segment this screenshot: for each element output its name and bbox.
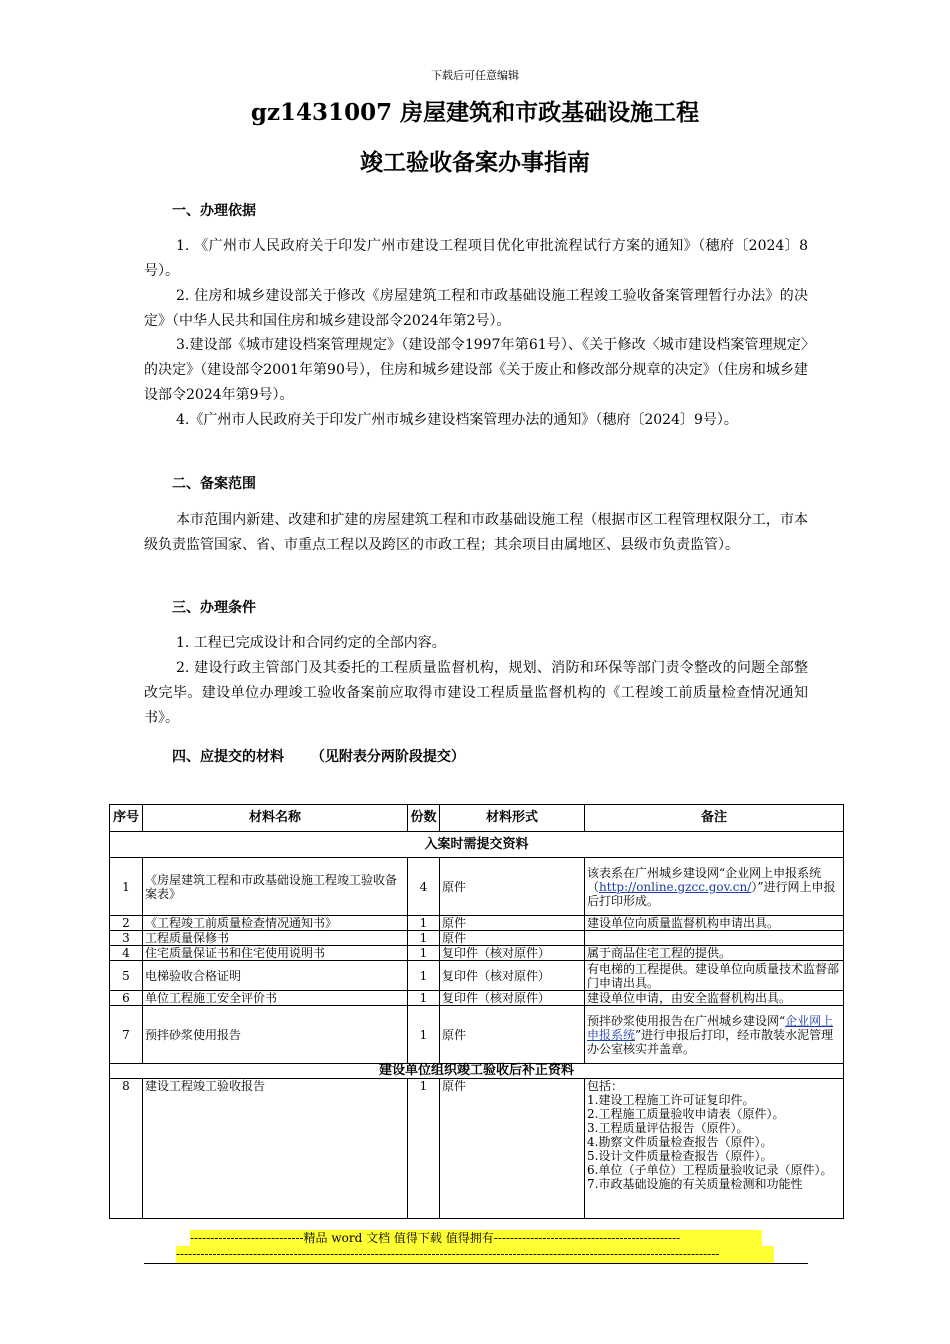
conditions-item-1: 1. 工程已完成设计和合同约定的全部内容。 — [176, 635, 446, 651]
row-copies: 4 — [408, 858, 440, 916]
note-line: 2.工程施工质量验收申请表（原件）。 — [587, 1107, 785, 1121]
basis-item-3: 3.建设部《城市建设档案管理规定》（建设部令1997年第61号）、《关于修改〈城市建设档案管理规定〉的决定》（建设部令2001年第90号），住房和城乡建设部《关于废止和修改部分规章的决定》（住房和城乡建设部令2024年第9号）。 — [144, 337, 808, 403]
header-note: 备注 — [585, 805, 844, 832]
row-form: 原件 — [440, 858, 585, 916]
table-header-row — [110, 805, 844, 832]
row-no: 1 — [110, 858, 143, 916]
row-name: 《房屋建筑工程和市政基础设施工程竣工验收备案表》 — [143, 858, 408, 916]
row-name: 《工程竣工前质量检查情况通知书》 — [143, 916, 408, 931]
row-name: 单位工程施工安全评价书 — [143, 991, 408, 1006]
row-no: 4 — [110, 946, 143, 961]
note-text: ”进行申报后打印，经市散装水泥管理办公室核实并盖章。 — [587, 1027, 834, 1056]
row-name: 工程质量保修书 — [143, 931, 408, 946]
row-copies: 1 — [408, 931, 440, 946]
row-name: 预拌砂浆使用报告 — [143, 1006, 408, 1064]
note-line: 6.单位（子单位）工程质量验收记录（原件）。 — [587, 1163, 833, 1177]
header-no: 序号 — [110, 805, 143, 832]
note-line: 1.建设工程施工许可证复印件。 — [587, 1093, 755, 1107]
table-row — [110, 1006, 844, 1064]
row-note: 建设单位申请，由安全监督机构出具。 — [585, 991, 844, 1006]
conditions-item-2: 2. 建设行政主管部门及其委托的工程质量监督机构，规划、消防和环保等部门责令整改的问题全部整改完毕。建设单位办理竣工验收备案前应取得市建设工程质量监督机构的《工程竣工前质量检查情况通知书》。 — [144, 660, 808, 726]
stage-2-label: 建设单位组织竣工验收后补正资料 — [110, 1064, 844, 1079]
basis-item-4: 4.《广州市人民政府关于印发广州市城乡建设档案管理办法的通知》（穗府〔2024〕9号）。 — [176, 412, 738, 428]
row-form: 原件 — [440, 916, 585, 931]
basis-item-1: 1. 《广州市人民政府关于印发广州市建设工程项目优化审批流程试行方案的通知》（穗府〔2024〕8号）。 — [144, 238, 808, 279]
row-no: 6 — [110, 991, 143, 1006]
row-copies: 1 — [408, 946, 440, 961]
row-note: 建设单位向质量监督机构申请出具。 — [585, 916, 844, 931]
table-row — [110, 858, 844, 916]
row-name: 住宅质量保证书和住宅使用说明书 — [143, 946, 408, 961]
table-row — [110, 946, 844, 961]
row-note — [585, 1079, 844, 1219]
table-row — [110, 961, 844, 991]
materials-heading-text: 四、应提交的材料 — [172, 749, 284, 765]
section-heading-basis: 一、办理依据 — [172, 203, 256, 219]
basis-item-2: 2. 住房和城乡建设部关于修改《房屋建筑工程和市政基础设施工程竣工验收备案管理暂行办法》的决定》（中华人民共和国住房和城乡建设部令2024年第2号）。 — [144, 288, 808, 329]
row-no: 3 — [110, 931, 143, 946]
scope-text: 本市范围内新建、改建和扩建的房屋建筑工程和市政基础设施工程（根据市区工程管理权限分工，市本级负责监管国家、省、市重点工程以及跨区的市政工程；其余项目由属地区、县级市负责监管）。 — [144, 512, 808, 553]
footer-promo-line-1: ----------------------------精品 word 文档 值得下载 值得拥有---------------------------------------------- — [190, 1230, 762, 1247]
table-row — [110, 916, 844, 931]
section-heading-conditions: 三、办理条件 — [172, 600, 256, 616]
row-note — [585, 931, 844, 946]
online-system-link[interactable]: 企业网上申报系统 — [587, 1013, 834, 1042]
row-copies: 1 — [408, 916, 440, 931]
stage-1-label: 入案时需提交资料 — [110, 832, 844, 858]
row-no: 8 — [110, 1079, 143, 1219]
table-row — [110, 931, 844, 946]
row-form: 原件 — [440, 931, 585, 946]
note-line: 7.市政基础设施的有关质量检测和功能性 — [587, 1177, 803, 1191]
table-row — [110, 991, 844, 1006]
row-form: 复印件（核对原件） — [440, 946, 585, 961]
header-form: 材料形式 — [440, 805, 585, 832]
note-line: 4.勘察文件质量检查报告（原件）。 — [587, 1135, 773, 1149]
row-form: 复印件（核对原件） — [440, 991, 585, 1006]
note-text: 预拌砂浆使用报告在广州城乡建设网“ — [587, 1013, 786, 1028]
footer-divider — [144, 1263, 808, 1264]
stage-row-1 — [110, 832, 844, 858]
header-note: 下载后可任意编辑 — [431, 69, 519, 82]
note-text: 该表系在广州城乡建设网“企业网上申报系统（ — [587, 865, 822, 894]
header-copies: 份数 — [408, 805, 440, 832]
row-copies: 1 — [408, 991, 440, 1006]
row-form: 原件 — [440, 1006, 585, 1064]
note-line: 3.工程质量评估报告（原件）。 — [587, 1121, 749, 1135]
row-form: 原件 — [440, 1079, 585, 1219]
header-name: 材料名称 — [143, 805, 408, 832]
row-no: 2 — [110, 916, 143, 931]
note-line: 5.设计文件质量检查报告（原件）。 — [587, 1149, 773, 1163]
note-text: ）”进行网上申报后打印形成。 — [587, 879, 836, 908]
online-system-link[interactable]: http://online.gzcc.gov.cn/ — [599, 879, 752, 894]
page-title-line1: gz1431007 房屋建筑和市政基础设施工程 — [250, 99, 700, 126]
table-row — [110, 1079, 844, 1219]
row-copies: 1 — [408, 1079, 440, 1219]
row-copies: 1 — [408, 961, 440, 991]
row-name: 建设工程竣工验收报告 — [143, 1079, 408, 1219]
section-heading-scope: 二、备案范围 — [172, 476, 256, 492]
row-name: 电梯验收合格证明 — [143, 961, 408, 991]
row-no: 7 — [110, 1006, 143, 1064]
stage-row-2 — [110, 1064, 844, 1079]
row-form: 复印件（核对原件） — [440, 961, 585, 991]
row-note — [585, 858, 844, 916]
note-line: 包括： — [587, 1079, 624, 1093]
page-title-line2: 竣工验收备案办事指南 — [360, 149, 590, 176]
materials-table — [109, 804, 844, 1219]
row-note — [585, 1006, 844, 1064]
row-note: 属于商品住宅工程的提供。 — [585, 946, 844, 961]
section-heading-materials — [172, 746, 465, 766]
row-note: 有电梯的工程提供。建设单位向质量技术监督部门申请出具。 — [585, 961, 844, 991]
row-copies: 1 — [408, 1006, 440, 1064]
row-no: 5 — [110, 961, 143, 991]
footer-promo-line-2: -------------------------------------------------------------------------------------------------------------------------------------- — [176, 1246, 774, 1263]
materials-heading-note: （见附表分两阶段提交） — [310, 749, 465, 765]
